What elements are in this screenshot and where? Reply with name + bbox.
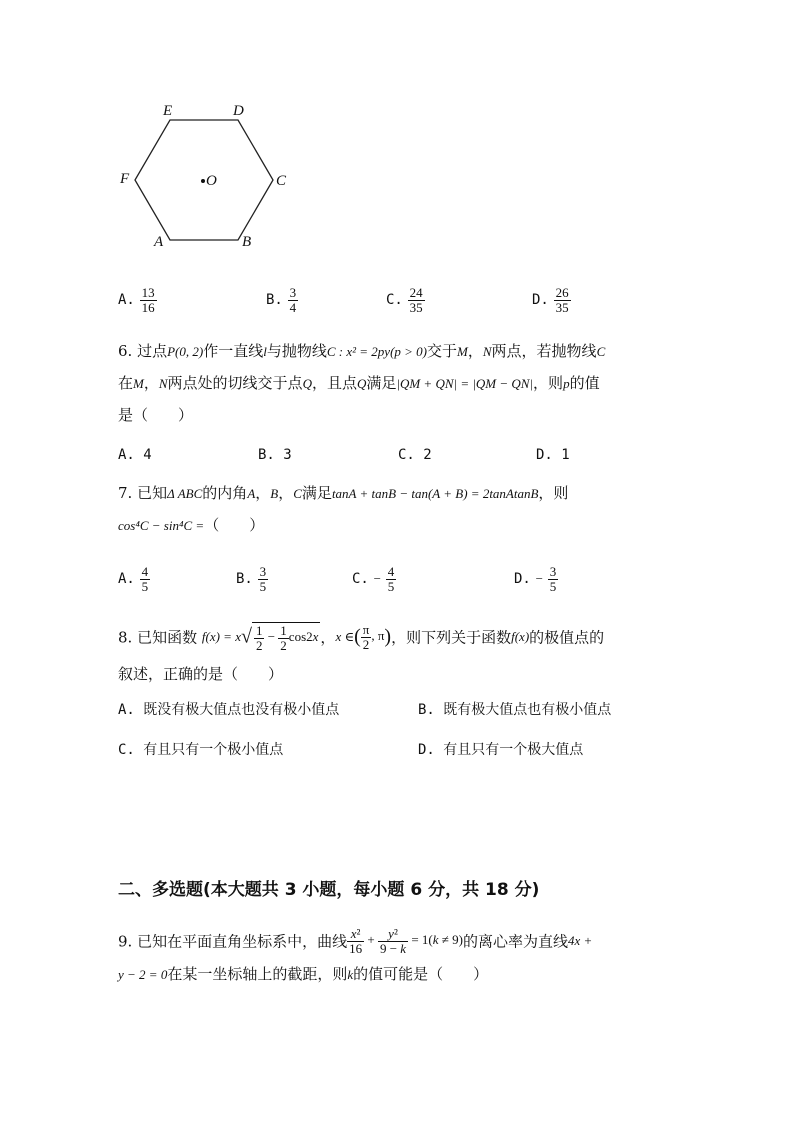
q5-option-d[interactable] <box>532 286 571 314</box>
option-letter: B. <box>236 571 253 588</box>
q7-option-c[interactable] <box>352 565 396 593</box>
section-title: 二、多选题(本大题共 3 小题，每小题 6 分，共 18 分) <box>118 880 540 900</box>
q6-option-b[interactable]: B. 3 <box>258 447 292 463</box>
interval-expression: ( $\frac{\pi}{2}$ , π) <box>354 622 392 652</box>
fraction: $\frac{24}{35}$ <box>409 285 423 315</box>
fraction: $\frac{3}{4}$ <box>289 285 297 315</box>
center-label-O: O <box>206 173 217 189</box>
q6-stem-line3: 是（ ） <box>118 406 194 424</box>
center-point-O <box>201 179 205 183</box>
q8-stem-line1: 8. 已知函数 f(x) = x√ $\frac{1}{2}$ − $\frac{1}{2}$ cos2x ，x ∈( $\frac{\pi}{2}$ , π)，则下列关于函数f(x)的极值点的 <box>118 622 605 653</box>
option-letter: A. <box>118 292 135 309</box>
q9-stem-line2: y − 2 = 0在某一坐标轴上的截距，则k的值可能是（ ） <box>118 965 489 983</box>
q6-option-d[interactable]: D. 1 <box>536 447 570 463</box>
option-letter: D. <box>514 571 531 588</box>
option-letter: C. <box>352 571 369 588</box>
fraction: $\frac{4}{5}$ <box>387 564 395 594</box>
vertex-label-E: E <box>163 103 173 119</box>
sqrt-expression: √ $\frac{1}{2}$ − $\frac{1}{2}$ cos2x <box>240 623 319 653</box>
vertex-label-F: F <box>120 171 130 187</box>
q6-stem-line2: 在M，N两点处的切线交于点Q，且点Q满足|QM + QN| = |QM − QN|，则p的值 <box>118 374 600 392</box>
q7-option-d[interactable] <box>514 565 558 593</box>
q6-option-c[interactable]: C. 2 <box>398 447 432 463</box>
q7-option-a[interactable] <box>118 565 150 593</box>
q9-stem-line1: 9. 已知在平面直角坐标系中，曲线 $\frac{\text{x²}}{16}$ + $\frac{\text{y²}}{9 - k}$ = 1(k ≠ 9)的离心率为直线4x + <box>118 926 593 956</box>
fraction: $\frac{26}{35}$ <box>555 285 569 315</box>
q8-stem-line2: 叙述，正确的是（ ） <box>118 665 284 683</box>
q5-option-b[interactable] <box>266 286 298 314</box>
q6-stem-line1: 6. 过点P(0, 2)作一直线l与抛物线C : x² = 2py(p > 0)交于M，N两点，若抛物线C <box>118 342 606 360</box>
fraction: $\frac{4}{5}$ <box>141 564 149 594</box>
hyperbola-equation: $\frac{\text{x²}}{16}$ + $\frac{\text{y²}}{9 - k}$ = 1(k ≠ 9) <box>349 926 463 956</box>
q8-option-c[interactable]: C. 有且只有一个极小值点 <box>118 742 284 758</box>
option-letter: A. <box>118 571 135 588</box>
option-sign: − <box>535 571 543 587</box>
fraction: $\frac{3}{5}$ <box>259 564 267 594</box>
fraction: $\frac{3}{5}$ <box>549 564 557 594</box>
q8-option-b[interactable]: B. 既有极大值点也有极小值点 <box>418 702 612 718</box>
q6-option-a[interactable]: A. 4 <box>118 447 152 463</box>
option-letter: C. <box>386 292 403 309</box>
vertex-label-A: A <box>154 234 164 250</box>
q7-option-b[interactable] <box>236 565 268 593</box>
q8-option-a[interactable]: A. 既没有极大值点也没有极小值点 <box>118 702 340 718</box>
option-letter: B. <box>266 292 283 309</box>
vertex-label-D: D <box>233 103 244 119</box>
q5-option-a[interactable] <box>118 286 157 314</box>
vertex-label-C: C <box>276 173 287 189</box>
q5-option-c[interactable] <box>386 286 425 314</box>
fraction: $\frac{13}{16}$ <box>141 285 155 315</box>
vertex-label-B: B <box>242 234 252 250</box>
option-sign: − <box>373 571 381 587</box>
q8-option-d[interactable]: D. 有且只有一个极大值点 <box>418 742 584 758</box>
q7-stem-line2: cos⁴C − sin⁴C =（ ） <box>118 516 265 534</box>
vector-expression: |QM + QN| = |QM − QN| <box>396 376 534 391</box>
q7-stem-line1: 7. 已知Δ ABC的内角A，B，C满足tanA + tanB − tan(A + B) = 2tanAtanB，则 <box>118 484 569 502</box>
option-letter: D. <box>532 292 549 309</box>
